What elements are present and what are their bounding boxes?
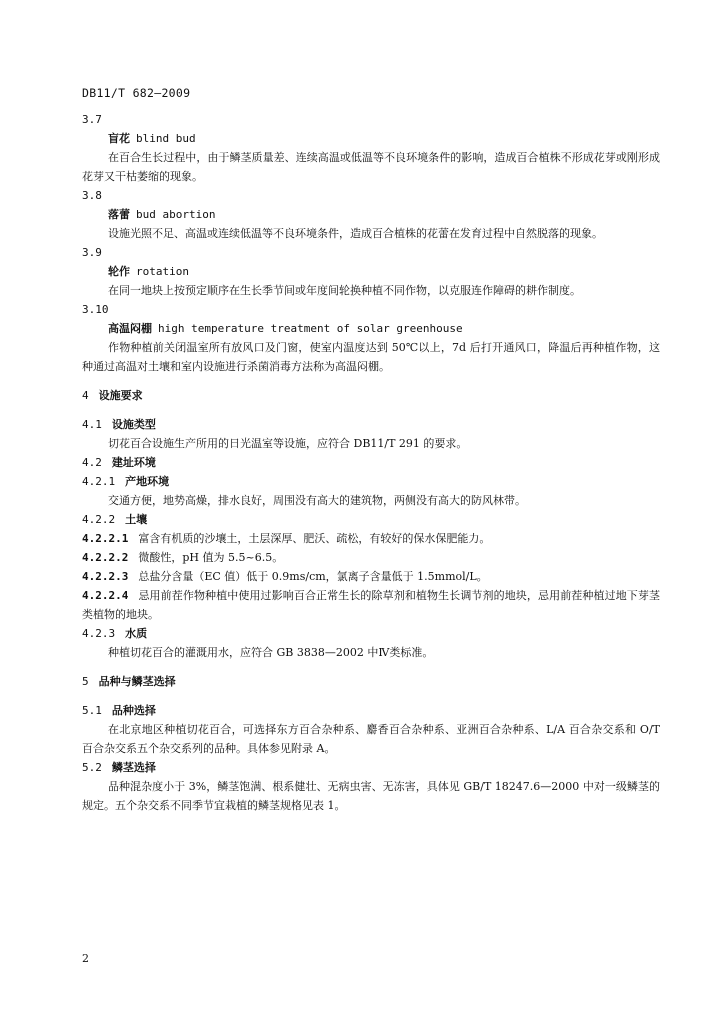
clause-item-text: 富含有机质的沙壤土，土层深厚、肥沃、疏松，有较好的保水保肥能力。 (138, 532, 491, 545)
term-title (82, 205, 660, 224)
chapter-heading (82, 386, 660, 405)
clause-number: 3.8 (82, 189, 102, 202)
term-en: bud abortion (136, 208, 216, 221)
clause-item-text: 忌用前茬作物种植中使用过影响百合正常生长的除草剂和植物生长调节剂的地块，忌用前茬种植过地下芽茎类植物的地块。 (82, 589, 660, 621)
chapter-title: 设施要求 (98, 389, 143, 402)
clause-item (82, 548, 660, 567)
section-title: 设施类型 (111, 418, 156, 431)
term-en: blind bud (136, 132, 196, 145)
term-title (82, 319, 660, 338)
section-heading (82, 758, 660, 777)
clause-item-number: 4.2.2.3 (82, 570, 129, 583)
term-zh: 轮作 (108, 265, 130, 278)
subsection-heading (82, 472, 660, 491)
chapter-number: 4 (82, 389, 89, 402)
term-zh: 高温闷棚 (108, 322, 152, 335)
section-heading (82, 453, 660, 472)
clause-item-text: 总盐分含量（EC 值）低于 0.9ms/cm，氯离子含量低于 1.5mmol/L。 (138, 570, 488, 583)
section-text: 种植切花百合的灌溉用水，应符合 GB 3838—2002 中Ⅳ类标准。 (108, 646, 434, 659)
subsection-title: 水质 (125, 627, 148, 640)
term-title (82, 262, 660, 281)
section-number: 4.2 (82, 456, 102, 469)
subsection-number: 4.2.3 (82, 627, 116, 640)
section-title: 鳞茎选择 (111, 761, 156, 774)
subsection-heading (82, 624, 660, 643)
section-text: 在北京地区种植切花百合，可选择东方百合杂种系、麝香百合杂种系、亚洲百合杂种系、L/A 百合杂交系和 O/T 百合杂交系五个杂交系列的品种。具体参见附录 A。 (82, 723, 660, 755)
chapter-number: 5 (82, 675, 89, 688)
subsection-title: 土壤 (125, 513, 148, 526)
clause-number: 3.9 (82, 246, 102, 259)
clause-item-number: 4.2.2.1 (82, 532, 129, 545)
clause-item-number: 4.2.2.4 (82, 589, 129, 602)
clause-item (82, 567, 660, 586)
section-text: 交通方便，地势高燥，排水良好，周围没有高大的建筑物，两侧没有高大的防风林带。 (108, 494, 526, 507)
term-title (82, 129, 660, 148)
page-content (82, 110, 660, 815)
section-text: 品种混杂度小于 3%，鳞茎饱满、根系健壮、无病虫害、无冻害，具体见 GB/T 18247.6—2000 中对一级鳞茎的规定。五个杂交系不同季节宜栽植的鳞茎规格见表 1。 (82, 780, 660, 812)
section-number: 5.2 (82, 761, 102, 774)
clause-item (82, 529, 660, 548)
subsection-number: 4.2.2 (82, 513, 116, 526)
subsection-number: 4.2.1 (82, 475, 116, 488)
definition-text: 设施光照不足、高温或连续低温等不良环境条件，造成百合植株的花蕾在发育过程中自然脱落的现象。 (108, 227, 603, 240)
page-number: 2 (82, 952, 89, 965)
clause-number: 3.10 (82, 303, 109, 316)
section-title: 品种选择 (111, 704, 156, 717)
definition-text: 作物种植前关闭温室所有放风口及门窗，使室内温度达到 50℃以上，7d 后打开通风口，降温后再种植作物，这种通过高温对土壤和室内设施进行杀菌消毒方法称为高温闷棚。 (82, 341, 660, 373)
chapter-title: 品种与鳞茎选择 (98, 675, 176, 688)
clause-item-text: 微酸性，pH 值为 5.5~6.5。 (138, 551, 284, 564)
subsection-heading (82, 510, 660, 529)
section-text: 切花百合设施生产所用的日光温室等设施，应符合 DB11/T 291 的要求。 (108, 437, 468, 450)
standard-code-header: DB11/T 682—2009 (82, 86, 191, 100)
definition-text: 在同一地块上按预定顺序在生长季节间或年度间轮换种植不同作物，以克服连作障碍的耕作制度。 (108, 284, 581, 297)
term-zh: 落蕾 (108, 208, 130, 221)
definition-text: 在百合生长过程中，由于鳞茎质量差、连续高温或低温等不良环境条件的影响，造成百合植株不形成花芽或刚形成花芽又干枯萎缩的现象。 (82, 151, 660, 183)
section-number: 4.1 (82, 418, 102, 431)
term-zh: 盲花 (108, 132, 130, 145)
subsection-title: 产地环境 (125, 475, 170, 488)
section-number: 5.1 (82, 704, 102, 717)
clause-number: 3.7 (82, 113, 102, 126)
section-heading (82, 415, 660, 434)
chapter-heading (82, 672, 660, 691)
clause-item (82, 586, 660, 624)
clause-item-number: 4.2.2.2 (82, 551, 129, 564)
section-title: 建址环境 (111, 456, 156, 469)
section-heading (82, 701, 660, 720)
term-en: rotation (136, 265, 189, 278)
term-en: high temperature treatment of solar greenhouse (158, 322, 463, 335)
